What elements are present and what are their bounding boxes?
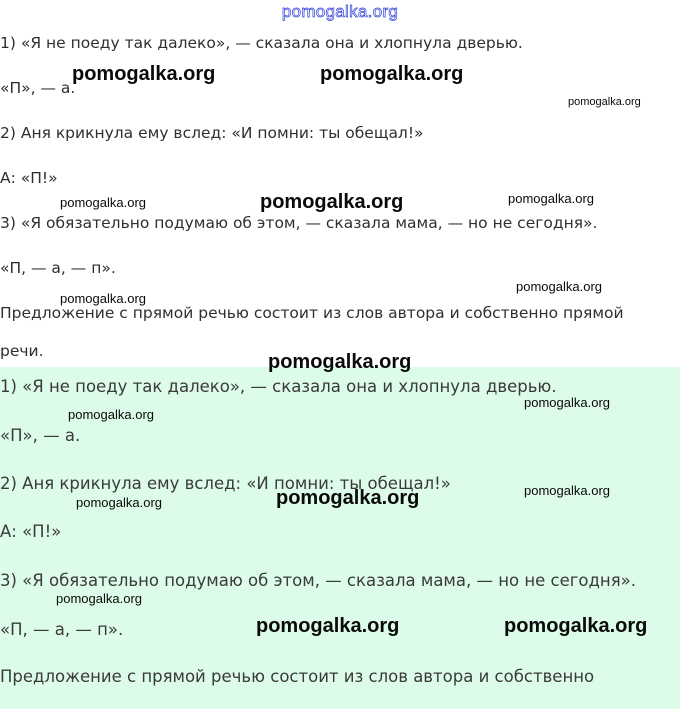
- watermark: pomogalka.org: [508, 191, 594, 206]
- watermark: pomogalka.org: [320, 63, 464, 85]
- watermark: pomogalka.org: [524, 483, 610, 498]
- watermark: pomogalka.org: [524, 395, 610, 410]
- block1-line-6: «П, — а, — п».: [0, 259, 116, 277]
- block1-line-2: «П», — а.: [0, 79, 76, 97]
- watermark: pomogalka.org: [60, 291, 146, 306]
- block1-line-4: А: «П!»: [0, 169, 58, 187]
- watermark: pomogalka.org: [276, 487, 420, 509]
- block1-line-7: Предложение с прямой речью состоит из слов автора и собственно прямой: [0, 304, 624, 322]
- block2-line-2: «П», — а.: [0, 426, 81, 445]
- watermark: pomogalka.org: [60, 195, 146, 210]
- watermark: pomogalka.org: [260, 191, 404, 213]
- block1-line-8: речи.: [0, 342, 44, 360]
- block2-line-4: А: «П!»: [0, 522, 62, 541]
- block1-line-5: 3) «Я обязательно подумаю об этом, — сказала мама, — но не сегодня».: [0, 214, 598, 232]
- block2-line-6: «П, — а, — п».: [0, 620, 124, 639]
- watermark: pomogalka.org: [56, 591, 142, 606]
- watermark: pomogalka.org: [256, 615, 400, 637]
- watermark: pomogalka.org: [516, 279, 602, 294]
- block1-line-1: 1) «Я не поеду так далеко», — сказала она и хлопнула дверью.: [0, 34, 523, 52]
- watermark: pomogalka.org: [76, 495, 162, 510]
- watermark: pomogalka.org: [568, 96, 641, 108]
- block2-line-3: 2) Аня крикнула ему вслед: «И помни: ты обещал!»: [0, 474, 451, 493]
- watermark: pomogalka.org: [72, 63, 216, 85]
- watermark: pomogalka.org: [68, 407, 154, 422]
- watermark: pomogalka.org: [504, 615, 648, 637]
- block2-line-7: Предложение с прямой речью состоит из слов автора и собственно: [0, 667, 595, 686]
- block2-line-5: 3) «Я обязательно подумаю об этом, — сказала мама, — но не сегодня».: [0, 571, 636, 590]
- block1-line-3: 2) Аня крикнула ему вслед: «И помни: ты обещал!»: [0, 124, 424, 142]
- watermark: pomogalka.org: [268, 351, 412, 373]
- site-header-watermark: pomogalka.org: [281, 2, 399, 21]
- block2-line-1: 1) «Я не поеду так далеко», — сказала она и хлопнула дверью.: [0, 377, 557, 396]
